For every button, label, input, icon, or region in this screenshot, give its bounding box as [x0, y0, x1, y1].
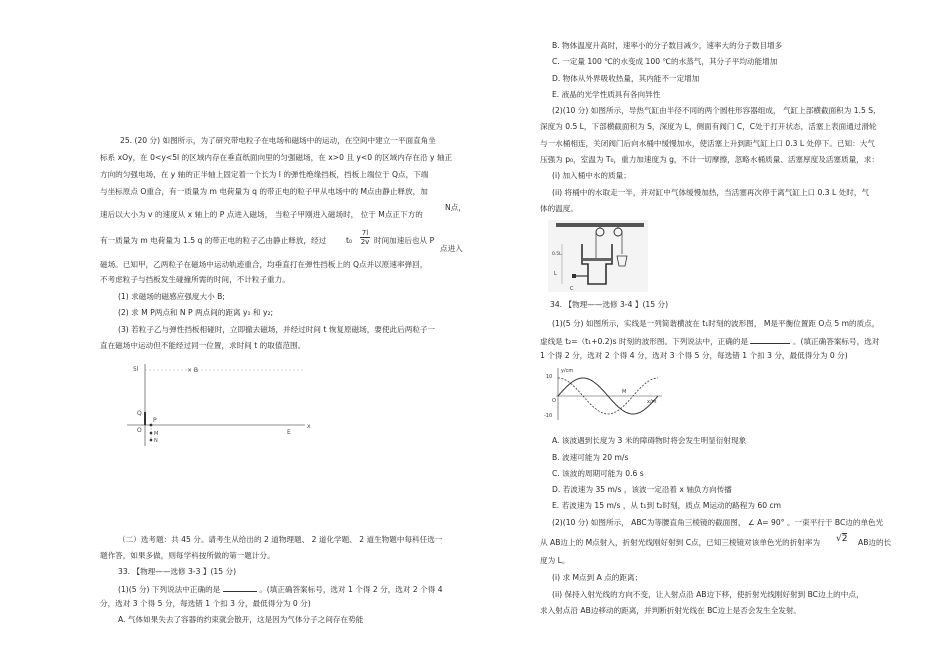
q34-option-d: D. 若波速为 35 m/s ，该波一定沿着 x 轴负方向传播	[552, 485, 732, 494]
q34-part-2-line-2b: AB边的长	[858, 538, 892, 547]
q33-part-2-end: 体的温度。	[540, 204, 578, 213]
elective-line-1: （二）选考题：共 45 分。请考生从给出的 2 道物理题、 2 道化学题、 2 道生物题中每科任选一	[118, 535, 443, 544]
ceiling-beam	[556, 223, 644, 227]
q25-line-6: 有一质量为 m 电荷量为 1.5 q 的带正电的粒子乙由静止释放，经过	[100, 236, 327, 245]
q25-part-2: (2) 求 M P两点和 N P 两点间的距离 y₁ 和 y₂;	[118, 308, 274, 317]
q34-option-e: E. 若波速为 15 m/s ，从 t₁到 t₂时刻，质点 M运动的路程为 60 cm	[552, 501, 782, 510]
q33-title: 33. 【物理——选修 3-3 】(15 分)	[118, 567, 237, 576]
q25-line-5: 速后以大小为 v 的速度从 x 轴上的 P 点进入磁场， 当粒子甲刚进入磁场时， 位于 M点正下方的	[100, 210, 423, 219]
label-m: M	[622, 389, 627, 395]
n-point-label: N点，	[445, 203, 466, 212]
q25-line-last: 直在磁场中运动但不能经过同一位置，求时间 t 的取值范围。	[100, 341, 306, 350]
label-l: L	[554, 271, 557, 277]
q33-option-d: D. 物体从外界吸收热量，其内能不一定增加	[552, 74, 700, 83]
sqrt-2: √2	[836, 534, 848, 544]
q33-line-2: 分，选对 3 个得 5 分，每选错 1 个扣 3 分，最低得分为 0 分)	[100, 599, 311, 608]
q34-part-2-ii: (ii) 保持入射光线的方向不变，让入射点沿 AB边下移，使折射光线刚好射到 BC边上的中点，	[552, 590, 864, 599]
q25-line-2: 标系 xOy，在 0<y<5l 的区域内存在垂直纸面向里的匀强磁场，在 x>0 且 y<0 的区域内存在沿 y 轴正	[100, 153, 453, 162]
answer-blank	[750, 335, 790, 344]
q34-part-2-line-2: 从 AB边上的 M点射入，折射光线刚好射到 C点，已知三棱镜对该单色光的折射率为	[540, 538, 821, 547]
label-c: C	[570, 286, 574, 292]
q25-line-3: 方向的匀强电场，在 y 轴的正半轴上固定着一个长为 l 的弹性绝缘挡板，挡板上端位于 Q点，下端	[100, 170, 429, 179]
q33-part-1-text: (1)(5 分) 下列说法中正确的是	[118, 585, 221, 594]
point-p	[150, 424, 153, 427]
fraction-denominator: 2v	[360, 238, 370, 246]
q34-part-2-end: 求入射点沿 AB边移动的距离，并判断折射光线在 BC边上是否会发生全发射。	[540, 606, 802, 615]
q25-part-3: (3) 若粒子乙与弹性挡板相碰时，立即撤去磁场，并经过时间 t 恢复原磁场，要使此后两粒子一	[118, 325, 436, 334]
elective-line-2: 题作答，如果多做，则每学科按所做的第一题计分。	[100, 551, 275, 560]
q33-part-2-i: (i) 加入桶中水的质量；	[552, 171, 631, 180]
q33-part-1-text-b: 。(填正确答案标号，选对 1 个得 2 分，选对 2 个得 4	[259, 585, 443, 594]
q34-part-1-line-2	[540, 335, 879, 347]
label-p: P	[153, 417, 157, 424]
q33-part-2-line-3: 与一水桶相连，关闭阀门后向水桶中缓慢加水，使活塞上升到距气缸上口 0.3 L 处停下。已知：大气	[540, 139, 875, 148]
q25-figure	[125, 362, 315, 452]
q25-part-1: (1) 求磁场的磁感应强度大小 B;	[118, 292, 225, 301]
cylinder-figure	[548, 220, 648, 292]
figure-background	[548, 220, 648, 292]
label-m: M	[154, 431, 159, 437]
label-10: 10	[546, 374, 553, 380]
q33-part-2-line-4: 压强为 p₀，室温为 T₀，重力加速度为 g，不计一切摩擦，忽略水桶质量、活塞厚度及活塞质量，求：	[540, 155, 879, 164]
label-n: N	[154, 438, 158, 444]
q33-part-1	[118, 583, 443, 595]
q34-option-b: B. 波速可能为 20 m/s	[552, 453, 629, 462]
label-5l: 5l	[133, 366, 139, 373]
q34-part-1-line-3: 1 个得 2 分，选对 2 个得 4 分，选对 3 个得 5 分，每选错 1 个扣 3 分，最低得分为 0 分)	[540, 351, 848, 360]
q34-title: 34. 【物理——选修 3-4 】(15 分)	[550, 300, 669, 309]
q34-part-1-line-1: (1)(5 分) 如图所示，实线是一列简谐横波在 t₁时刻的波形图， M是平衡位置距 O点 5 m的质点，	[552, 319, 880, 328]
label-o: O	[137, 427, 142, 434]
q33-option-e: E. 液晶的光学性质具有各向异性	[552, 90, 661, 99]
q34-part-1-line-2-text: 虚线是 t₂=（t₁+0.2)s 时刻的波形图。下列说法中，正确的是	[540, 337, 749, 346]
label-x: x/m	[647, 399, 657, 405]
q25-line-4: 与坐标原点 O重合，有一质量为 m 电荷量为 q 的带正电的粒子甲从电场中的 M点由静止释放，加	[100, 187, 428, 196]
q34-part-2-line-3: 度为 L。	[540, 556, 570, 565]
label-05l: 0.5L	[552, 252, 562, 257]
time-fraction	[358, 229, 372, 246]
q34-part-2-i: (i) 求 M点到 A 点的距离；	[552, 573, 643, 582]
fraction-numerator: 7l	[361, 229, 369, 237]
valve-c	[572, 274, 576, 278]
label-e: E	[287, 429, 291, 436]
label-y: y/cm	[561, 368, 574, 374]
q34-part-2-line-1: (2)(10 分) 如图所示， ABC为等腰直角三棱镜的截面图， ∠ A= 90° 。一束平行于 BC边的单色光	[552, 518, 884, 527]
point-m	[150, 432, 153, 435]
q33-option-c: C. 一定量 100 ℃的水变成 100 ℃的水蒸气，其分子平均动能增加	[552, 57, 778, 66]
q34-part-1-line-2-text-b: 。(填正确答案标号，选对	[792, 337, 880, 346]
q33-part-2-ii: (ii) 将桶中的水取走一半，并对缸中气体缓慢加热，当活塞再次停于离气缸上口 0.3 L 处时，气	[552, 188, 870, 197]
q25-line-7: 磁场。已知甲，乙两粒子在磁场中运动轨迹重合，均垂直打在弹性挡板上的 Q点并以原速率弹回，	[100, 260, 428, 269]
wave-figure	[544, 366, 664, 422]
q25-line-6b: 时间加速后也从 P	[374, 236, 435, 245]
sqrt-radicand: 2	[841, 534, 848, 544]
q25-line-6c: 点进入	[440, 244, 463, 253]
q33-part-2-line-2: 深度为 0.5 L，下部横截面积为 S，深度为 L，侧面有阀门 C，C处于打开状态，活塞上表面通过滑轮	[540, 122, 877, 131]
t0-symbol: t₀	[346, 236, 353, 245]
point-n	[150, 439, 153, 442]
piston	[583, 258, 611, 261]
q34-option-a: A. 该波遇到长度为 3 米的障碍物时将会发生明显衍射现象	[552, 436, 747, 445]
q25-line-1: 25. (20 分) 如图所示，为了研究带电粒子在电场和磁场中的运动，在空间中建立一平面直角坐	[120, 136, 436, 145]
answer-blank	[223, 583, 257, 592]
q33-part-2-line-1: (2)(10 分) 如图所示，导热气缸由半径不同的两个圆柱形容器组成， 气缸上部横截面积为 1.5 S,	[552, 106, 876, 115]
label-o: O	[552, 398, 556, 404]
q33-option-b: B. 物体温度升高时，速率小的分子数目减少，速率大的分子数目增多	[552, 41, 783, 50]
label-x: x	[307, 423, 311, 430]
q33-option-a: A. 气体如果失去了容器的约束就会散开，这是因为气体分子之间存在势能	[118, 615, 364, 624]
label-b: × B	[187, 367, 199, 374]
label-minus-10: -10	[544, 413, 553, 419]
q25-line-8: 不考虑粒子与挡板发生碰撞所需的时间，不计粒子重力。	[100, 275, 290, 284]
q34-option-c: C. 该波的周期可能为 0.6 s	[552, 469, 644, 478]
label-q: Q	[137, 410, 142, 417]
